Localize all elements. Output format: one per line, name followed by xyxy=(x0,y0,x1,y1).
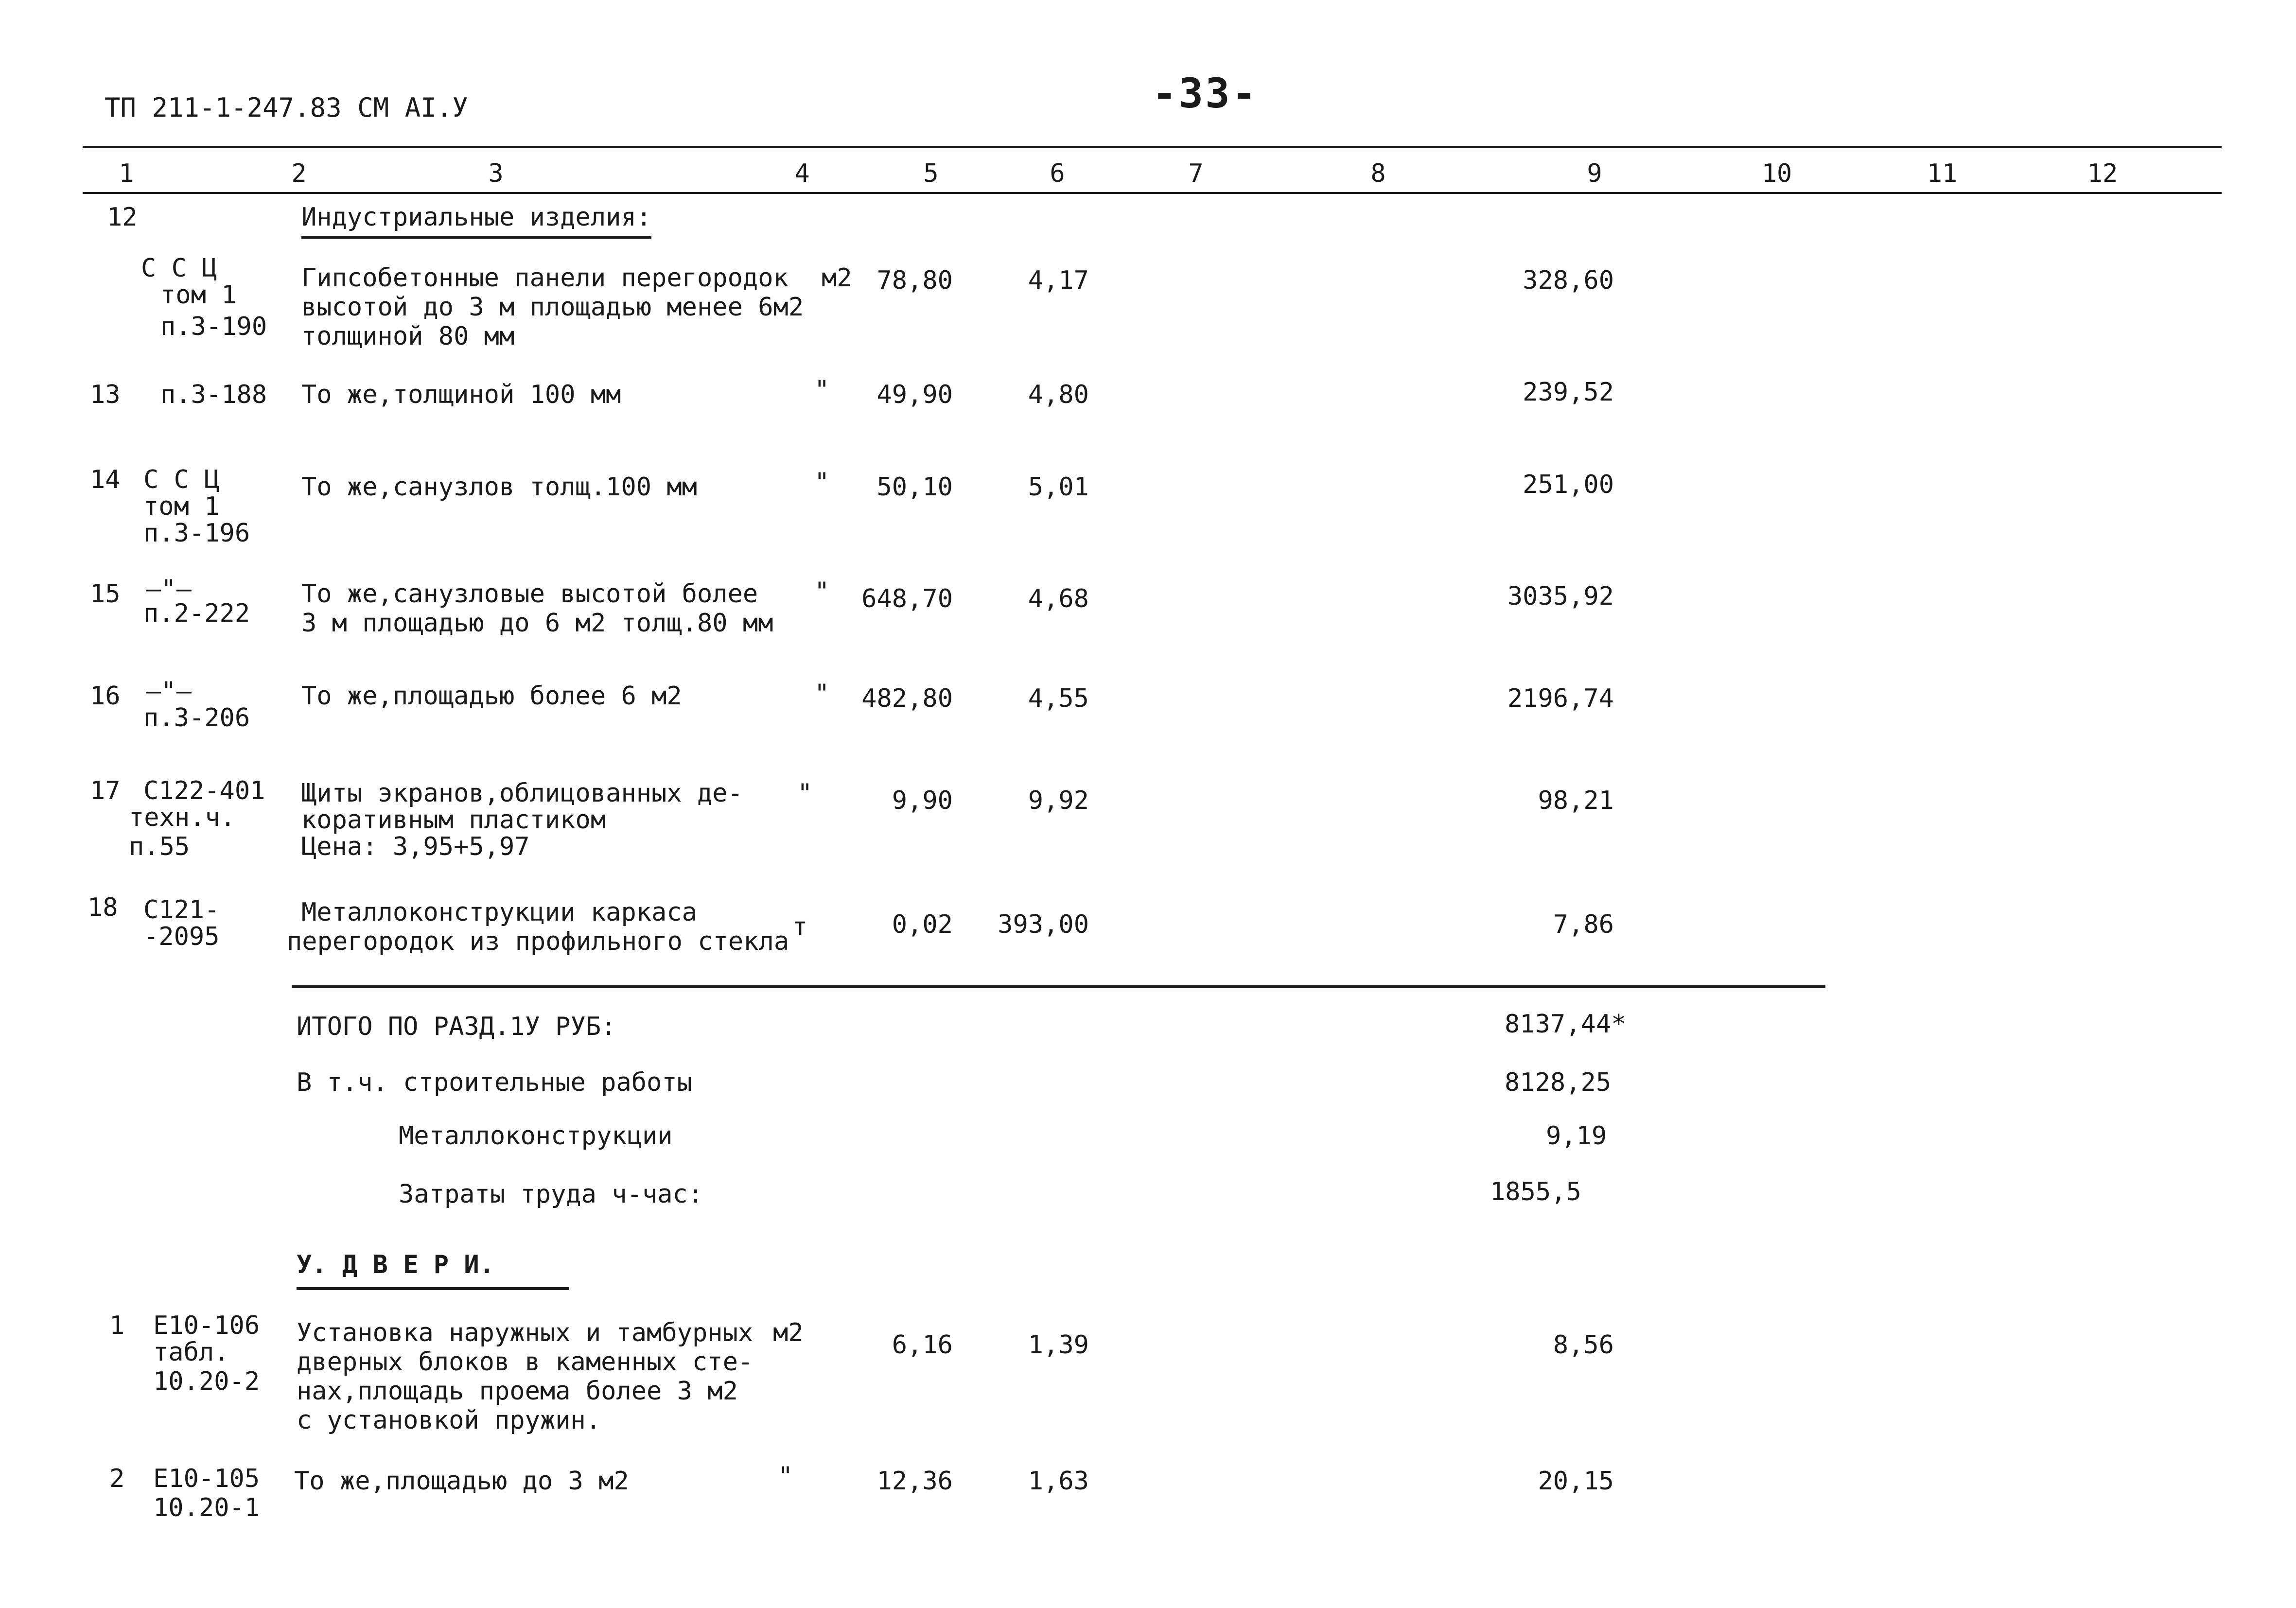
quantity: 49,90 xyxy=(876,380,953,409)
unit: " xyxy=(814,679,830,708)
column-header: 10 xyxy=(1761,159,1792,188)
total-cost: 7,86 xyxy=(1553,910,1614,939)
norm-code: С С Ц xyxy=(141,254,217,283)
row-number: 15 xyxy=(90,579,121,609)
item-description: 3 м площадью до 6 м2 толщ.80 мм xyxy=(301,609,773,638)
unit: м2 xyxy=(773,1318,804,1347)
row-number: 18 xyxy=(88,893,118,922)
unit: " xyxy=(814,577,830,606)
totals-rule xyxy=(292,985,1825,988)
quantity: 9,90 xyxy=(892,786,953,815)
total-value: 8137,44* xyxy=(1505,1010,1627,1039)
total-cost: 239,52 xyxy=(1523,378,1614,407)
quantity: 50,10 xyxy=(876,472,953,502)
row-number: 13 xyxy=(90,380,121,409)
column-header: 7 xyxy=(1188,159,1204,188)
quantity: 648,70 xyxy=(861,584,953,613)
section-title-underline xyxy=(301,236,651,239)
norm-code: —"— xyxy=(146,575,192,604)
unit: " xyxy=(778,1462,793,1491)
column-header: 3 xyxy=(488,159,504,188)
total-cost: 328,60 xyxy=(1523,266,1614,295)
norm-code: табл. xyxy=(153,1338,229,1367)
norm-code: п.3-206 xyxy=(143,703,250,733)
item-description: Цена: 3,95+5,97 xyxy=(301,832,530,861)
row-number: 2 xyxy=(109,1464,125,1493)
unit-price: 393,00 xyxy=(998,910,1089,939)
row-number: 1 xyxy=(109,1311,125,1340)
item-description: То же,толщиной 100 мм xyxy=(301,380,621,409)
item-description: Гипсобетонные панели перегородок xyxy=(301,263,789,293)
norm-code: Е10-105 xyxy=(153,1464,260,1493)
norm-code: п.3-190 xyxy=(160,312,267,341)
norm-code: -2095 xyxy=(143,922,220,951)
item-description: То же,площадью до 3 м2 xyxy=(294,1467,629,1496)
item-description: дверных блоков в каменных сте- xyxy=(297,1347,754,1377)
item-description: Щиты экранов,облицованных де- xyxy=(301,779,743,808)
total-label: ИТОГО ПО РАЗД.1У РУБ: xyxy=(297,1012,616,1041)
norm-code: том 1 xyxy=(160,280,237,310)
document-code: ТП 211-1-247.83 СМ АI.У xyxy=(105,92,468,123)
norm-code: —"— xyxy=(146,677,192,706)
norm-code: техн.ч. xyxy=(129,803,236,832)
column-header: 9 xyxy=(1587,159,1602,188)
unit: м2 xyxy=(822,263,852,293)
unit-price: 4,80 xyxy=(1028,380,1089,409)
column-header: 5 xyxy=(923,159,939,188)
norm-code: С122-401 xyxy=(143,776,265,805)
total-cost: 20,15 xyxy=(1538,1467,1614,1496)
total-cost: 2196,74 xyxy=(1507,684,1614,713)
quantity: 482,80 xyxy=(861,684,953,713)
item-description: перегородок из профильного стекла xyxy=(287,927,789,956)
unit: т xyxy=(792,912,808,942)
column-header: 2 xyxy=(291,159,307,188)
unit-price: 4,55 xyxy=(1028,684,1089,713)
doors-section-title: У. Д В Е Р И. xyxy=(297,1250,494,1279)
unit-price: 4,17 xyxy=(1028,266,1089,295)
row-number: 16 xyxy=(90,682,121,711)
row-number: 14 xyxy=(90,465,121,494)
unit: " xyxy=(814,468,830,497)
norm-code: Е10-106 xyxy=(153,1311,260,1340)
item-description: коративным пластиком xyxy=(301,805,606,835)
metal-structures-label: Металлоконструкции xyxy=(399,1121,673,1151)
quantity: 12,36 xyxy=(876,1467,953,1496)
row-number: 12 xyxy=(107,203,138,232)
norm-code: п.55 xyxy=(129,832,190,861)
page-number: -33- xyxy=(1152,70,1259,117)
section-title: Индустриальные изделия: xyxy=(301,203,652,232)
column-header: 12 xyxy=(2087,159,2118,188)
total-cost: 3035,92 xyxy=(1507,582,1614,611)
total-cost: 8,56 xyxy=(1553,1330,1614,1360)
norm-code: том 1 xyxy=(143,492,220,521)
norm-code: п.2-222 xyxy=(143,599,250,628)
unit-price: 1,39 xyxy=(1028,1330,1089,1360)
unit: " xyxy=(814,375,830,404)
metal-structures-value: 9,19 xyxy=(1546,1121,1607,1151)
unit-price: 1,63 xyxy=(1028,1467,1089,1496)
norm-code: 10.20-1 xyxy=(153,1493,260,1522)
norm-code: п.3-188 xyxy=(160,380,267,409)
total-cost: 98,21 xyxy=(1538,786,1614,815)
table-header-rule xyxy=(83,192,2222,194)
unit-price: 9,92 xyxy=(1028,786,1089,815)
row-number: 17 xyxy=(90,776,121,805)
unit-price: 4,68 xyxy=(1028,584,1089,613)
column-header: 11 xyxy=(1927,159,1958,188)
labor-cost-label: Затраты труда ч-час: xyxy=(399,1180,703,1209)
item-description: То же,санузловые высотой более xyxy=(301,579,758,609)
table-top-rule xyxy=(83,146,2222,148)
quantity: 78,80 xyxy=(876,266,953,295)
column-header: 4 xyxy=(794,159,810,188)
quantity: 6,16 xyxy=(892,1330,953,1360)
construction-works-value: 8128,25 xyxy=(1505,1068,1612,1097)
item-description: Установка наружных и тамбурных xyxy=(297,1318,754,1347)
item-description: толщиной 80 мм xyxy=(301,322,515,351)
item-description: высотой до 3 м площадью менее 6м2 xyxy=(301,293,804,322)
item-description: нах,площадь проема более 3 м2 xyxy=(297,1377,738,1406)
doors-section-underline xyxy=(297,1287,569,1290)
column-header: 8 xyxy=(1370,159,1386,188)
item-description: То же,площадью более 6 м2 xyxy=(301,682,682,711)
unit: " xyxy=(797,779,813,808)
column-header: 6 xyxy=(1050,159,1065,188)
norm-code: 10.20-2 xyxy=(153,1367,260,1396)
construction-works-label: В т.ч. строительные работы xyxy=(297,1068,692,1097)
norm-code: п.3-196 xyxy=(143,519,250,548)
norm-code: С С Ц xyxy=(143,465,220,494)
norm-code: С121- xyxy=(143,895,220,925)
quantity: 0,02 xyxy=(892,910,953,939)
column-header: 1 xyxy=(119,159,134,188)
labor-cost-value: 1855,5 xyxy=(1490,1177,1581,1206)
unit-price: 5,01 xyxy=(1028,472,1089,502)
total-cost: 251,00 xyxy=(1523,470,1614,499)
item-description: Металлоконструкции каркаса xyxy=(301,898,697,927)
item-description: То же,санузлов толщ.100 мм xyxy=(301,472,697,502)
item-description: с установкой пружин. xyxy=(297,1406,601,1435)
